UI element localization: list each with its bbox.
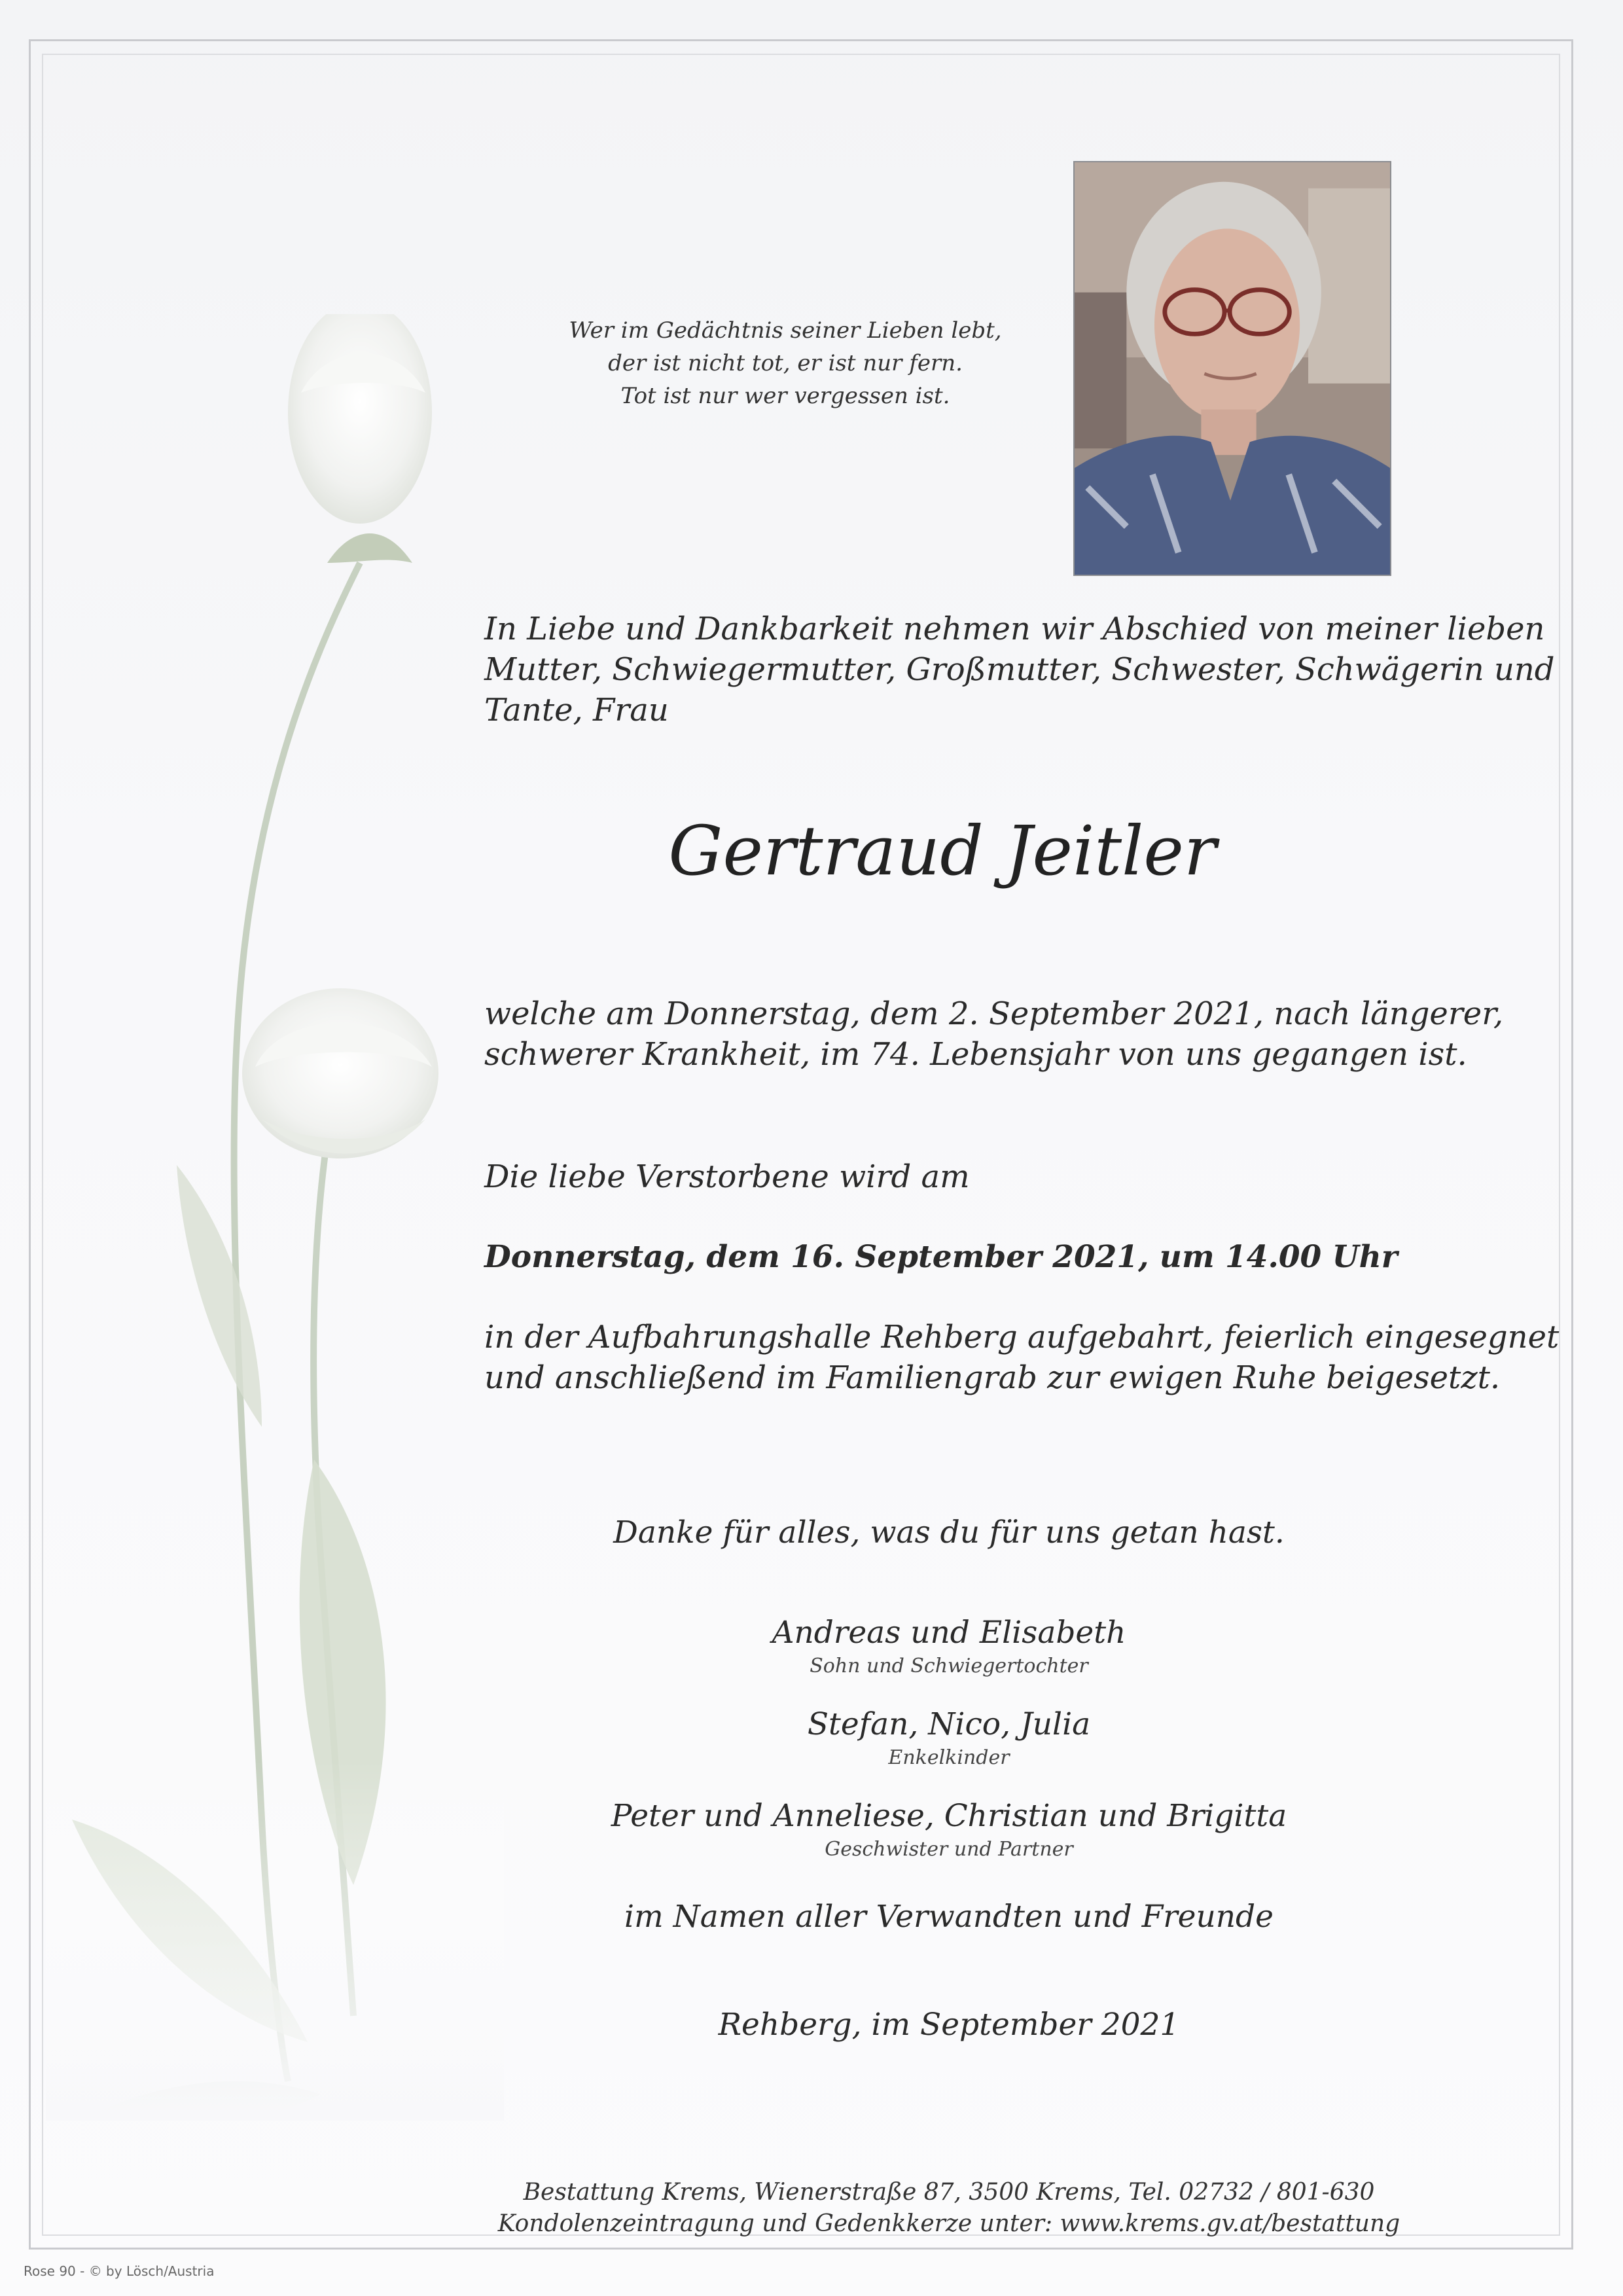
copyright-note: Rose 90 - © by Lösch/Austria	[24, 2263, 215, 2279]
mourner-names: Stefan, Nico, Julia	[807, 1706, 1091, 1742]
closing-line: im Namen aller Verwandten und Freunde	[624, 1899, 1274, 1935]
white-rose-illustration	[46, 314, 504, 2121]
mourner-relation: Geschwister und Partner	[825, 1838, 1073, 1861]
memorial-quote	[524, 314, 1047, 412]
quote-line: Wer im Gedächtnis seiner Lieben lebt,	[569, 317, 1002, 344]
mourner-names: Andreas und Elisabeth	[772, 1615, 1126, 1651]
footer-line: Bestattung Krems, Wienerstraße 87, 3500 Krems, Tel. 02732 / 801-630	[523, 2179, 1375, 2206]
intro-line: In Liebe und Dankbarkeit nehmen wir Abschied von meiner lieben	[484, 611, 1545, 647]
death-line: welche am Donnerstag, dem 2. September 2021, nach längerer,	[484, 996, 1504, 1032]
funeral-date: Donnerstag, dem 16. September 2021, um 14.00 Uhr	[484, 1239, 1398, 1275]
intro-line: Mutter, Schwiegermutter, Großmutter, Schwester, Schwägerin und	[484, 651, 1555, 688]
death-paragraph	[484, 994, 1504, 1075]
funeral-home-footer	[458, 2177, 1440, 2240]
funeral-paragraph	[484, 1317, 1560, 1398]
funeral-line: und anschließend im Familiengrab zur ewigen Ruhe beigesetzt.	[484, 1359, 1501, 1396]
mourner-relation: Sohn und Schwiegertochter	[810, 1655, 1088, 1677]
mourner-names: Peter und Anneliese, Christian und Brigitta	[611, 1798, 1287, 1834]
portrait-photo	[1073, 161, 1391, 576]
place-date: Rehberg, im September 2021	[718, 2007, 1180, 2043]
funeral-line: in der Aufbahrungshalle Rehberg aufgebahrt, feierlich eingesegnet	[484, 1319, 1560, 1355]
intro-paragraph	[484, 609, 1555, 730]
intro-line: Tante, Frau	[484, 692, 669, 728]
deceased-name: Gertraud Jeitler	[668, 811, 1217, 891]
death-line: schwerer Krankheit, im 74. Lebensjahr von uns gegangen ist.	[484, 1036, 1467, 1073]
thanks-line: Danke für alles, was du für uns getan hast.	[613, 1515, 1285, 1551]
footer-line: Kondolenzeintragung und Gedenkkerze unter: www.krems.gv.at/bestattung	[497, 2210, 1400, 2237]
quote-line: der ist nicht tot, er ist nur fern.	[608, 350, 963, 376]
mourner-relation: Enkelkinder	[888, 1746, 1010, 1769]
funeral-intro: Die liebe Verstorbene wird am	[484, 1158, 970, 1195]
quote-line: Tot ist nur wer vergessen ist.	[620, 383, 950, 409]
